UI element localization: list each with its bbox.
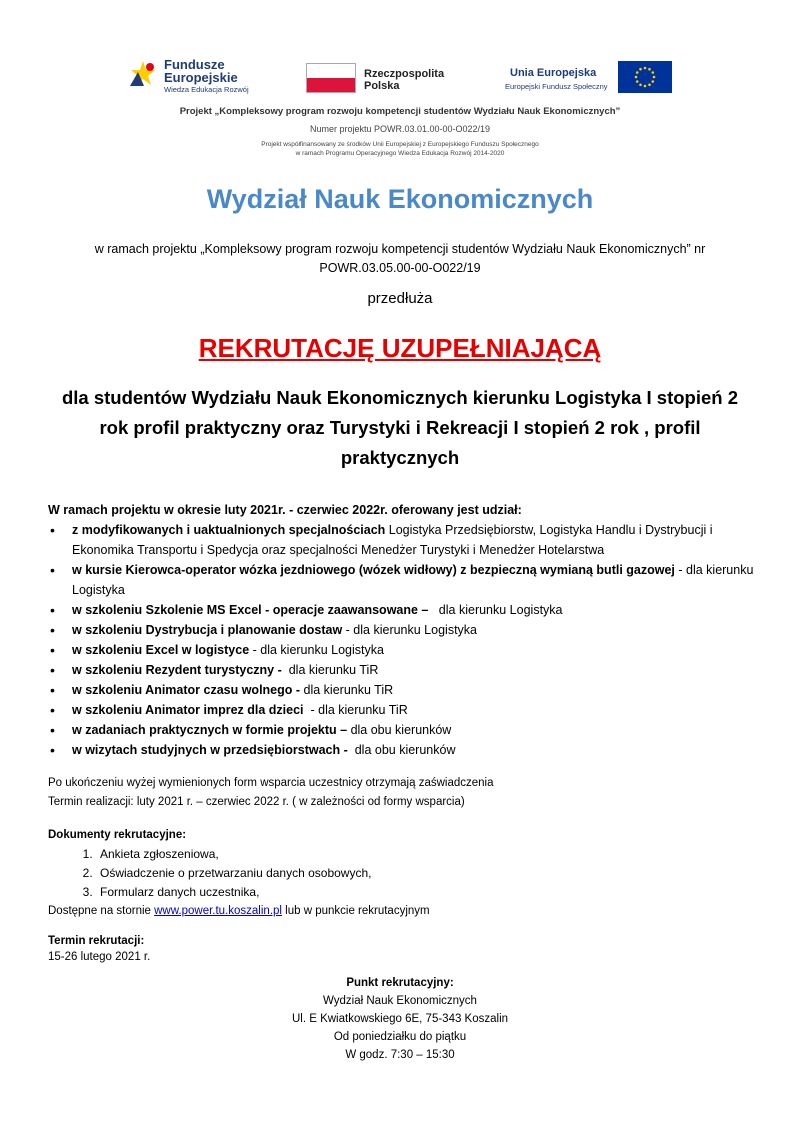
offer-bold: w kursie Kierowca-operator wózka jezdniowego (wózek widłowy) z bezpieczną wymianą butli gazowej <box>72 563 675 577</box>
offer-bold: z modyfikowanych i uaktualnionych specjalnościach <box>72 523 386 537</box>
project-number: Numer projektu POWR.03.01.00-00-O022/19 <box>309 124 491 134</box>
point-line2: Ul. E Kwiatkowskiego 6E, 75-343 Koszalin <box>291 1013 509 1025</box>
offer-rest: dla obu kierunków <box>347 743 456 757</box>
project-description <box>0 240 800 278</box>
eu-flag-icon <box>618 61 672 93</box>
documents-heading: Dokumenty rekrutacyjne: <box>48 829 187 841</box>
term-heading: Termin rekrutacji: <box>48 935 145 947</box>
project-desc-line1: w ramach projektu „Kompleksowy program rozwoju kompetencji studentów Wydziału Nauk Ekonomicznych” nr <box>94 242 706 256</box>
eu-logo-line1: Unia Europejska <box>510 67 597 79</box>
completion-info <box>48 774 760 812</box>
eu-logo-line2: Europejski Fundusz Społeczny <box>505 82 608 91</box>
offer-rest: - dla kierunku Logistyka <box>249 643 384 657</box>
documents-section <box>48 826 760 921</box>
term-value: 15-26 lutego 2021 r. <box>48 951 151 963</box>
point-line3: Od poniedziałku do piątku <box>333 1031 467 1043</box>
offer-bold: w szkoleniu Szkolenie MS Excel - operacje zaawansowane – <box>72 603 429 617</box>
offer-bold: w zadaniach praktycznych w formie projektu – <box>72 723 348 737</box>
list-item <box>48 680 760 700</box>
documents-availability <box>48 902 760 921</box>
cofinance-note <box>0 140 800 158</box>
recruitment-term <box>48 933 760 965</box>
list-item <box>48 700 760 720</box>
website-link[interactable]: www.power.tu.koszalin.pl <box>154 905 282 917</box>
fe-logo-line2: Europejskie <box>164 70 238 85</box>
point-heading: Punkt rekrutacyjny: <box>346 977 454 989</box>
offer-rest: Logistyka Przedsiębiorstw, Logistyka Handlu i Dystrybucji i Ekonomika Transportu i Spedycja oraz specjalności Menedżer Turystyki i Menedżer Hotelarstwa <box>72 523 713 557</box>
offer-bold: w szkoleniu Animator czasu wolnego - <box>72 683 301 697</box>
target-line2: rok profil praktyczny oraz Turystyki i Rekreacji I stopień 2 rok , profil <box>99 417 701 438</box>
pl-logo-line1: Rzeczpospolita <box>364 68 445 80</box>
list-item: 3. Formularz danych uczestnika, <box>96 883 760 902</box>
realization-term: Termin realizacji: luty 2021 r. – czerwiec 2022 r. ( w zależności od formy wsparcia) <box>48 796 465 808</box>
extends-text: przedłuża <box>367 290 433 307</box>
list-item <box>48 600 760 620</box>
project-line: Projekt „Kompleksowy program rozwoju kompetencji studentów Wydziału Nauk Ekonomicznych” <box>179 106 621 117</box>
list-item <box>48 720 760 740</box>
documents-list <box>48 845 760 902</box>
list-item: 2. Oświadczenie o przetwarzaniu danych osobowych, <box>96 864 760 883</box>
offer-rest: - dla kierunku TiR <box>303 703 408 717</box>
pl-logo-line2: Polska <box>364 80 400 92</box>
page-title: Wydział Nauk Ekonomicznych <box>206 184 594 214</box>
list-item <box>48 560 760 600</box>
target-line1: dla studentów Wydziału Nauk Ekonomicznych kierunku Logistyka I stopień 2 <box>61 387 739 408</box>
offer-rest: dla kierunku Logistyka <box>428 603 563 617</box>
offer-bold: w szkoleniu Animator imprez dla dzieci <box>72 703 304 717</box>
offer-bold: w wizytach studyjnych w przedsiębiorstwach - <box>72 743 348 757</box>
list-item <box>48 620 760 640</box>
offer-bold: w szkoleniu Excel w logistyce <box>72 643 250 657</box>
cofinance-line2: w ramach Programu Operacyjnego Wiedza Edukacja Rozwój 2014-2020 <box>295 150 505 157</box>
point-line1: Wydział Nauk Ekonomicznych <box>323 995 477 1007</box>
rzeczpospolita-logo-text <box>364 68 444 92</box>
list-item: 1. Ankieta zgłoszeniowa, <box>96 845 760 864</box>
list-item <box>48 740 760 760</box>
list-item <box>48 520 760 560</box>
offers-list <box>48 520 760 760</box>
target-line3: praktycznych <box>340 447 460 468</box>
recruitment-heading: REKRUTACJĘ UZUPEŁNIAJĄCĄ <box>198 333 602 363</box>
list-item <box>48 640 760 660</box>
main-content <box>48 500 760 965</box>
offer-rest: - dla kierunku Logistyka <box>72 563 754 597</box>
fe-logo-line1: Fundusze <box>164 57 225 72</box>
offer-bold: w szkoleniu Rezydent turystyczny - <box>72 663 282 677</box>
fe-logo-line3: Wiedza Edukacja Rozwój <box>164 85 249 94</box>
project-desc-line2: POWR.03.05.00-00-O022/19 <box>319 261 481 275</box>
poland-flag-icon <box>306 63 356 93</box>
offer-rest: - dla kierunku Logistyka <box>342 623 477 637</box>
fundusze-europejskie-logo <box>128 56 298 96</box>
availability-prefix: Dostępne na stornie <box>48 905 155 917</box>
list-item <box>48 660 760 680</box>
point-line4: W godz. 7:30 – 15:30 <box>345 1049 455 1061</box>
availability-suffix: lub w punkcie rekrutacyjnym <box>281 905 430 917</box>
certificate-note: Po ukończeniu wyżej wymienionych form wsparcia uczestnicy otrzymają zaświadczenia <box>48 777 494 789</box>
target-audience <box>40 383 760 473</box>
offer-bold: w szkoleniu Dystrybucja i planowanie dostaw <box>72 623 343 637</box>
offer-intro: W ramach projektu w okresie luty 2021r. - czerwiec 2022r. oferowany jest udział: <box>48 503 522 517</box>
fe-star-icon <box>128 58 158 88</box>
cofinance-line1: Projekt współfinansowany ze środków Unii Europejskiej z Europejskiego Funduszu Społecznego <box>261 141 539 148</box>
recruitment-point <box>0 974 800 1064</box>
offer-rest: dla kierunku TiR <box>281 663 379 677</box>
offer-rest: dla kierunku TiR <box>300 683 394 697</box>
offer-rest: dla obu kierunków <box>347 723 452 737</box>
